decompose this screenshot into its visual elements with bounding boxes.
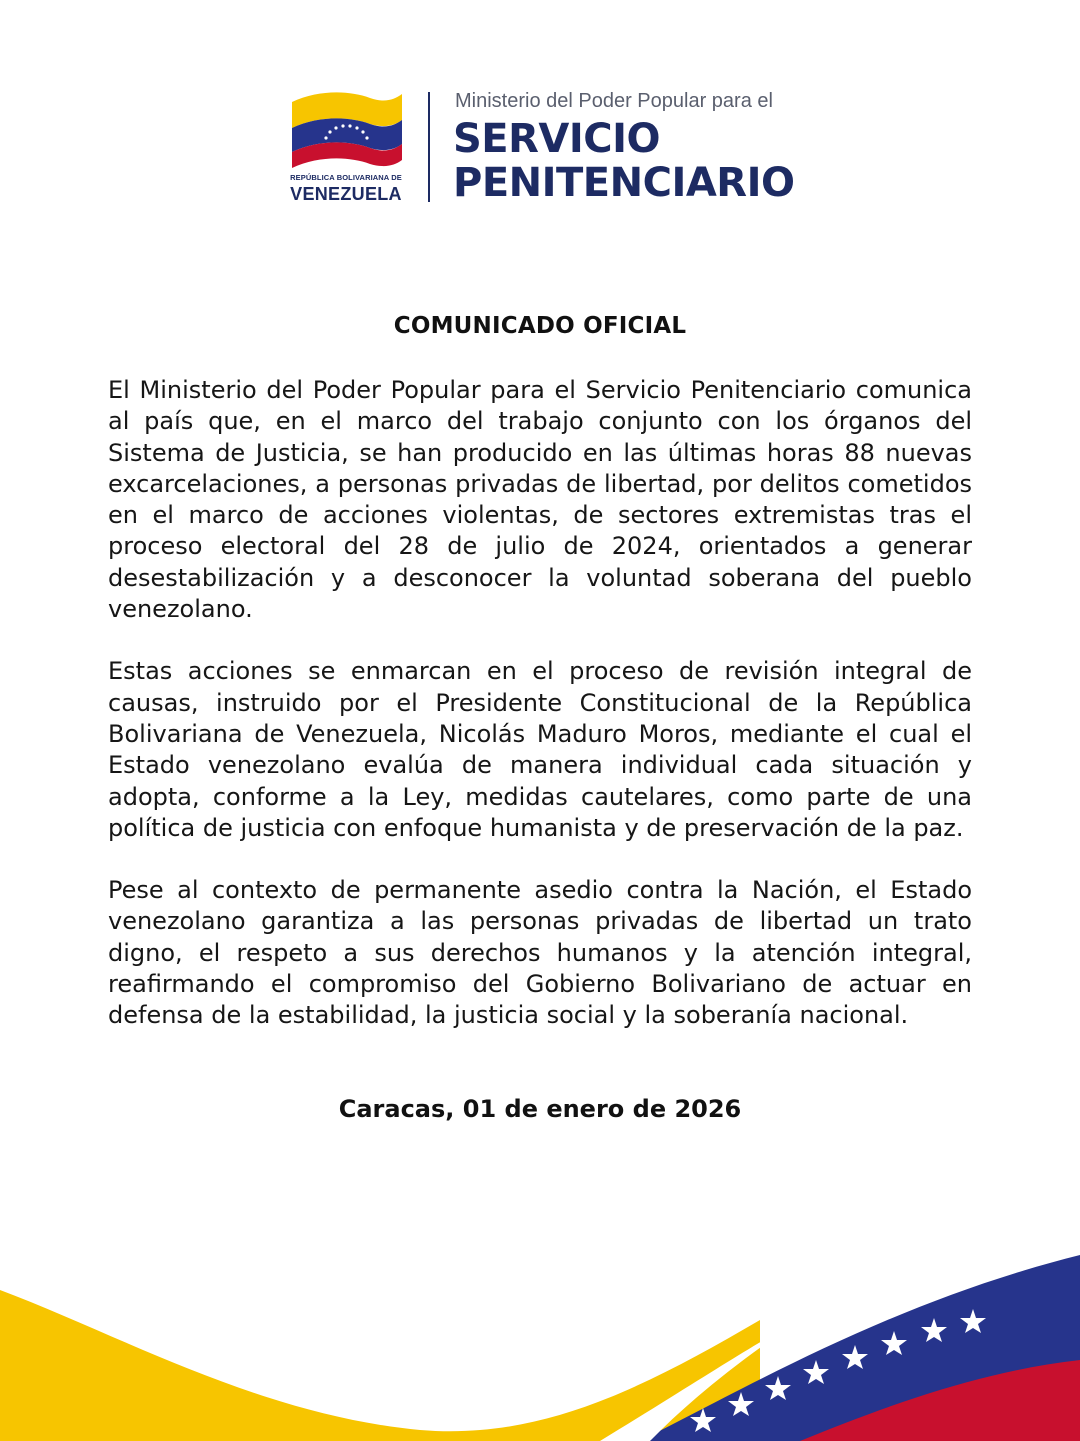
document-title: COMUNICADO OFICIAL: [393, 313, 687, 339]
flag-wave-footer: [0, 1240, 1080, 1441]
venezuela-label: VENEZUELA: [290, 184, 402, 204]
paragraph-3: Pese al contexto de permanente asedio contra la Nación, el Estado venezolano garantiza a las personas privadas de libertad un trato digno, el respeto a sus derechos humanos y la atención integral, reafirmando el compromiso del Gobierno Bolivariano de actuar en defensa de la estabilidad, la justicia social y la soberanía nacional.: [108, 876, 972, 1030]
paragraph-1: El Ministerio del Poder Popular para el Servicio Penitenciario comunica al país que, en el marco del trabajo conjunto con los órganos del Sistema de Justicia, se han producido en las últimas horas 88 nuevas excarcelaciones, a personas privadas de libertad, por delitos cometidos en el marco de acciones violentas, de sectores extremistas tras el proceso electoral del 28 de julio de 2024, orientados a generar desestabilización y a desconocer la voluntad soberana del pueblo venezolano.: [108, 376, 972, 624]
ministry-name-servicio: SERVICIO: [453, 116, 661, 162]
paragraph-2: Estas acciones se enmarcan en el proceso de revisión integral de causas, instruido por el Presidente Constitucional de la República Bolivariana de Venezuela, Nicolás Maduro Moros, mediante el cual el Estado venezolano evalúa de manera individual cada situación y adopta, conforme a la Ley, medidas cautelares, como parte de una política de justicia con enfoque humanista y de preservación de la paz.: [108, 657, 972, 842]
letterhead: [0, 0, 1080, 230]
ministry-name-penitenciario: PENITENCIARIO: [453, 160, 795, 206]
ministry-line: Ministerio del Poder Popular para el: [455, 90, 773, 112]
header-divider: [428, 92, 430, 202]
venezuela-flag-icon: [288, 88, 404, 170]
document-body: [108, 375, 972, 1032]
republica-label: REPÚBLICA BOLIVARIANA DE: [290, 173, 402, 182]
place-and-date: Caracas, 01 de enero de 2026: [338, 1095, 742, 1123]
